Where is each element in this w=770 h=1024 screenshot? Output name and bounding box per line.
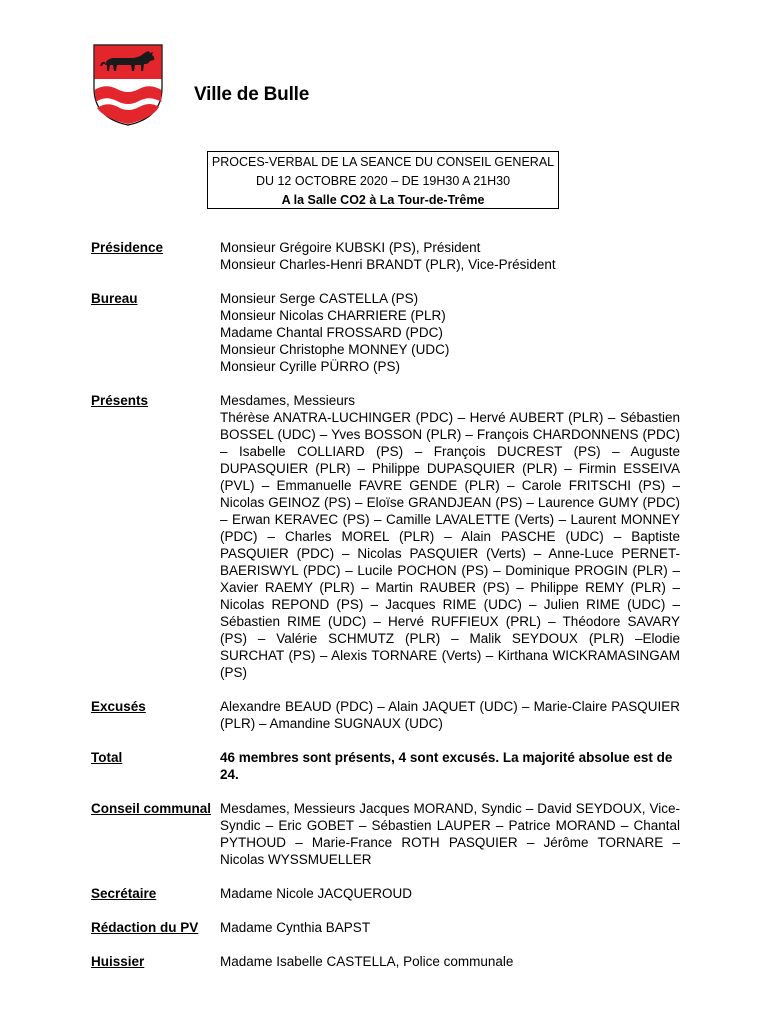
bureau-line: Monsieur Serge CASTELLA (PS) [220, 291, 419, 306]
total-text: 46 membres sont présents, 4 sont excusés. La majorité absolue est de 24. [220, 750, 673, 782]
section-redaction [91, 919, 680, 936]
attendance-sections [91, 239, 680, 987]
title-line-1: PROCES-VERBAL DE LA SEANCE DU CONSEIL GENERAL [211, 155, 555, 169]
section-label: Huissier [91, 954, 145, 969]
section-label: Secrétaire [91, 886, 157, 901]
huissier-text: Madame Isabelle CASTELLA, Police communale [220, 954, 514, 969]
excuses-list: Alexandre BEAUD (PDC) – Alain JAQUET (UDC) – Marie-Claire PASQUIER (PLR) – Amandine SUGNAUX (UDC) [220, 699, 680, 731]
section-excuses [91, 698, 680, 732]
bureau-line: Monsieur Nicolas CHARRIERE (PLR) [220, 308, 446, 323]
section-label: Présents [91, 393, 149, 408]
bureau-line: Monsieur Cyrille PÜRRO (PS) [220, 359, 401, 374]
bureau-line: Madame Chantal FROSSARD (PDC) [220, 325, 443, 340]
section-presents [91, 392, 680, 681]
presents-list: Thérèse ANATRA-LUCHINGER (PDC) – Hervé AUBERT (PLR) – Sébastien BOSSEL (UDC) – Yves BOSSON (PLR) – François CHARDONNENS (PDC) – Isabelle COLLIARD (PS) – François DUCREST (PS) – Auguste DUPASQUIER (PLR) – Philippe DUPASQUIER (PLR) – Firmin ESSEIVA (PVL) – Emmanuelle FAVRE GENDE (PLR) – Carole FRITSCHI (PS) – Nicolas GEINOZ (PS) – Eloïse GRANDJEAN (PS) – Laurence GUMY (PDC) – Erwan KERAVEC (PS) – Camille LAVALETTE (Verts) – Laurent MONNEY (PDC) – Charles MOREL (PLR) – Alain PASCHE (UDC) – Baptiste PASQUIER (PDC) – Nicolas PASQUIER (Verts) – Anne-Luce PERNET-BAERISWYL (PDC) – Lucile POCHON (PS) – Dominique PROGIN (PLR) – Xavier RAEMY (PLR) – Martin RAUBER (PS) – Philippe REMY (PLR) – Nicolas REPOND (PS) – Jacques RIME (UDC) – Julien RIME (UDC) – Sébastien RIME (UDC) – Hervé RUFFIEUX (PRL) – Théodore SAVARY (PS) – Valérie SCHMUTZ (PLR) – Malik SEYDOUX (PLR) –Elodie SURCHAT (PS) – Alexis TORNARE (Verts) – Kirthana WICKRAMASINGAM (PS) [220, 410, 680, 680]
section-content [220, 392, 680, 681]
section-label: Rédaction du PV [91, 920, 199, 935]
section-label: Total [91, 750, 123, 765]
redaction-text: Madame Cynthia BAPST [220, 920, 371, 935]
bull-crest-icon [93, 44, 163, 126]
document-title-box [207, 151, 559, 209]
section-bureau [91, 290, 680, 375]
section-label: Conseil communal [91, 801, 212, 816]
section-content [220, 290, 680, 375]
section-presidence [91, 239, 680, 273]
title-line-3: A la Salle CO2 à La Tour-de-Trême [281, 193, 485, 207]
section-conseil-communal [91, 800, 680, 868]
section-secretaire [91, 885, 680, 902]
section-label: Bureau [91, 291, 138, 306]
secretaire-text: Madame Nicole JACQUEROUD [220, 886, 413, 901]
presidence-line: Monsieur Charles-Henri BRANDT (PLR), Vice-Président [220, 257, 556, 272]
section-label: Présidence [91, 240, 164, 255]
city-title: Ville de Bulle [194, 84, 310, 105]
bureau-line: Monsieur Christophe MONNEY (UDC) [220, 342, 450, 357]
section-content [220, 239, 680, 273]
title-line-2: DU 12 OCTOBRE 2020 – DE 19H30 A 21H30 [255, 174, 511, 188]
conseil-communal-list: Mesdames, Messieurs Jacques MORAND, Syndic – David SEYDOUX, Vice-Syndic – Eric GOBET – Sébastien LAUPER – Patrice MORAND – Chantal PYTHOUD – Marie-France ROTH PASQUIER – Jérôme TORNARE – Nicolas WYSSMUELLER [220, 801, 680, 867]
section-huissier [91, 953, 680, 970]
section-label: Excusés [91, 699, 146, 714]
presents-intro: Mesdames, Messieurs [220, 393, 356, 408]
section-total [91, 749, 680, 783]
presidence-line: Monsieur Grégoire KUBSKI (PS), Président [220, 240, 481, 255]
